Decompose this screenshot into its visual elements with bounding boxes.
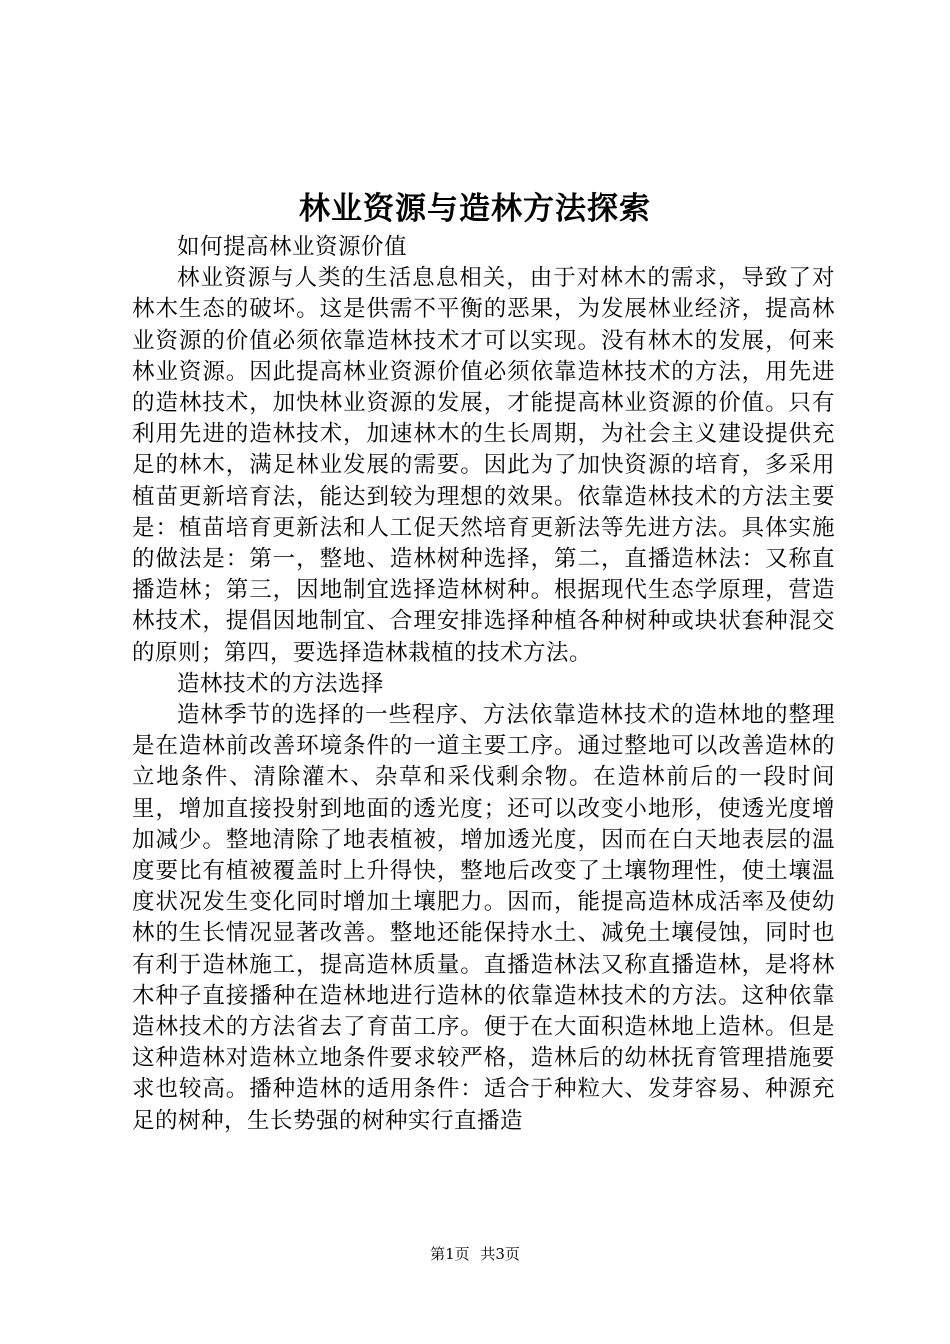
section-heading: 造林技术的方法选择 [177,670,385,697]
document-title: 林业资源与造林方法探索 [299,191,651,227]
document-body [132,232,835,1137]
body-paragraph: 林业资源与人类的生活息息相关，由于对林木的需求，导致了对林木生态的破坏。这是供需不平衡的恶果，为发展林业经济，提高林业资源的价值必须依靠造林技术才可以实现。没有林木的发展，何来林业资源。因此提高林业资源价值必须依靠造林技术的方法，用先进的造林技术，加快林业资源的发展，才能提高林业资源的价值。只有利用先进的造林技术，加速林木的生长周期，为社会主义建设提供充足的林木，满足林业发展的需要。因此为了加快资源的培育，多采用植苗更新培育法，能达到较为理想的效果。依靠造林技术的方法主要是：植苗培育更新法和人工促天然培育更新法等先进方法。具体实施的做法是：第一，整地、造林树种选择，第二，直播造林法：又称直播造林；第三，因地制宜选择造林树种。根据现代生态学原理，营造林技术，提倡因地制宜、合理安排选择种植各种树种或块状套种混交的原则；第四，要选择造林栽植的技术方法。 [132,265,835,666]
section-heading: 如何提高林业资源价值 [177,234,408,260]
page-footer [0,1244,950,1264]
page-total: 共3页 [480,1245,520,1263]
body-paragraph: 造林季节的选择的一些程序、方法依靠造林技术的造林地的整理是在造林前改善环境条件的一道主要工序。通过整地可以改善造林的立地条件、清除灌木、杂草和采伐剩余物。在造林前后的一段时间里，增加直接投射到地面的透光度；还可以改变小地形，使透光度增加减少。整地清除了地表植被，增加透光度，因而在白天地表层的温度要比有植被覆盖时上升得快，整地后改变了土壤物理性，使土壤温度状况发生变化同时增加土壤肥力。因而，能提高造林成活率及使幼林的生长情况显著改善。整地还能保持水土、减免土壤侵蚀，同时也有利于造林施工，提高造林质量。直播造林法又称直播造林，是将林木种子直接播种在造林地进行造林的依靠造林技术的方法。这种依靠造林技术的方法省去了育苗工序。便于在大面积造林地上造林。但是这种造林对造林立地条件要求较严格，造林后的幼林抚育管理措施要求也较高。播种造林的适用条件：适合于种粒大、发芽容易、种源充足的树种，生长势强的树种实行直播造 [132,702,835,1134]
page-number: 第1页 [430,1245,470,1263]
